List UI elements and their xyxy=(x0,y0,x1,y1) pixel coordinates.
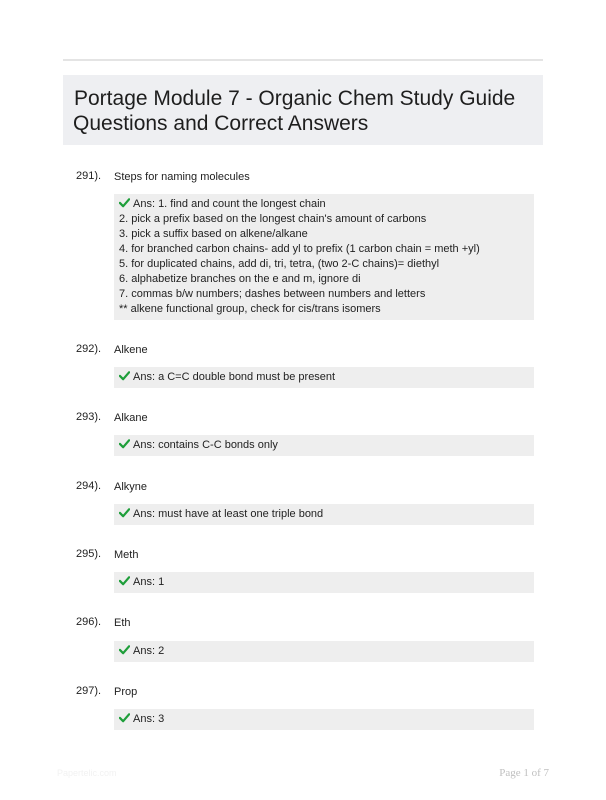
answer-line: 5. for duplicated chains, add di, tri, tetra, (two 2-C chains)= diethyl xyxy=(119,258,440,270)
answer-line: Ans: 2 xyxy=(119,644,529,659)
check-icon xyxy=(119,712,130,723)
question-number: 296). xyxy=(76,616,102,628)
answer-line: Ans: 1 xyxy=(119,575,529,590)
answer-box xyxy=(114,709,534,730)
header-divider xyxy=(63,59,543,61)
question-text: Steps for naming molecules xyxy=(114,171,250,183)
answer-box xyxy=(114,572,534,593)
question-number: 291). xyxy=(76,170,102,182)
answer-box xyxy=(114,367,534,388)
answer-box xyxy=(114,435,534,456)
question-text: Prop xyxy=(114,686,138,698)
question-number: 292). xyxy=(76,343,102,355)
answer-line: 6. alphabetize branches on the e and m, ignore di xyxy=(119,273,361,285)
question-text: Alkyne xyxy=(114,481,148,493)
answer-line: ** alkene functional group, check for cis/trans isomers xyxy=(119,303,381,315)
answer-line: 2. pick a prefix based on the longest chain's amount of carbons xyxy=(119,213,427,225)
answer-line: Ans: must have at least one triple bond xyxy=(119,507,529,522)
question-number: 294). xyxy=(76,480,102,492)
question-text: Eth xyxy=(114,617,131,629)
answer-line: Ans: contains C-C bonds only xyxy=(119,438,529,453)
check-icon xyxy=(119,438,130,449)
check-icon xyxy=(119,507,130,518)
question-number: 295). xyxy=(76,548,102,560)
check-icon xyxy=(119,644,130,655)
check-icon xyxy=(119,370,130,381)
answer-box xyxy=(114,641,534,662)
question-number: 293). xyxy=(76,411,102,423)
answer-line: 7. commas b/w numbers; dashes between numbers and letters xyxy=(119,288,426,300)
answer-line: Ans: a C=C double bond must be present xyxy=(119,370,529,385)
question-number: 297). xyxy=(76,685,102,697)
title-line-2: Questions and Correct Answers xyxy=(73,112,369,135)
answer-box xyxy=(114,504,534,525)
question-text: Meth xyxy=(114,549,139,561)
document-title xyxy=(63,75,543,145)
answer-line: Ans: 3 xyxy=(119,712,529,727)
answer-line: 3. pick a suffix based on alkene/alkane xyxy=(119,228,308,240)
question-text: Alkene xyxy=(114,344,148,356)
page-indicator: Page 1 of 7 xyxy=(499,767,549,779)
answer-box xyxy=(114,194,534,320)
check-icon xyxy=(119,575,130,586)
answer-line: 4. for branched carbon chains- add yl to prefix (1 carbon chain = meth +yl) xyxy=(119,243,480,255)
footer-watermark: Papertelic.com xyxy=(57,768,117,778)
question-text: Alkane xyxy=(114,412,148,424)
answer-line: Ans: 1. find and count the longest chain xyxy=(119,197,529,212)
check-icon xyxy=(119,197,130,208)
title-line-1: Portage Module 7 - Organic Chem Study Guide xyxy=(74,87,516,110)
